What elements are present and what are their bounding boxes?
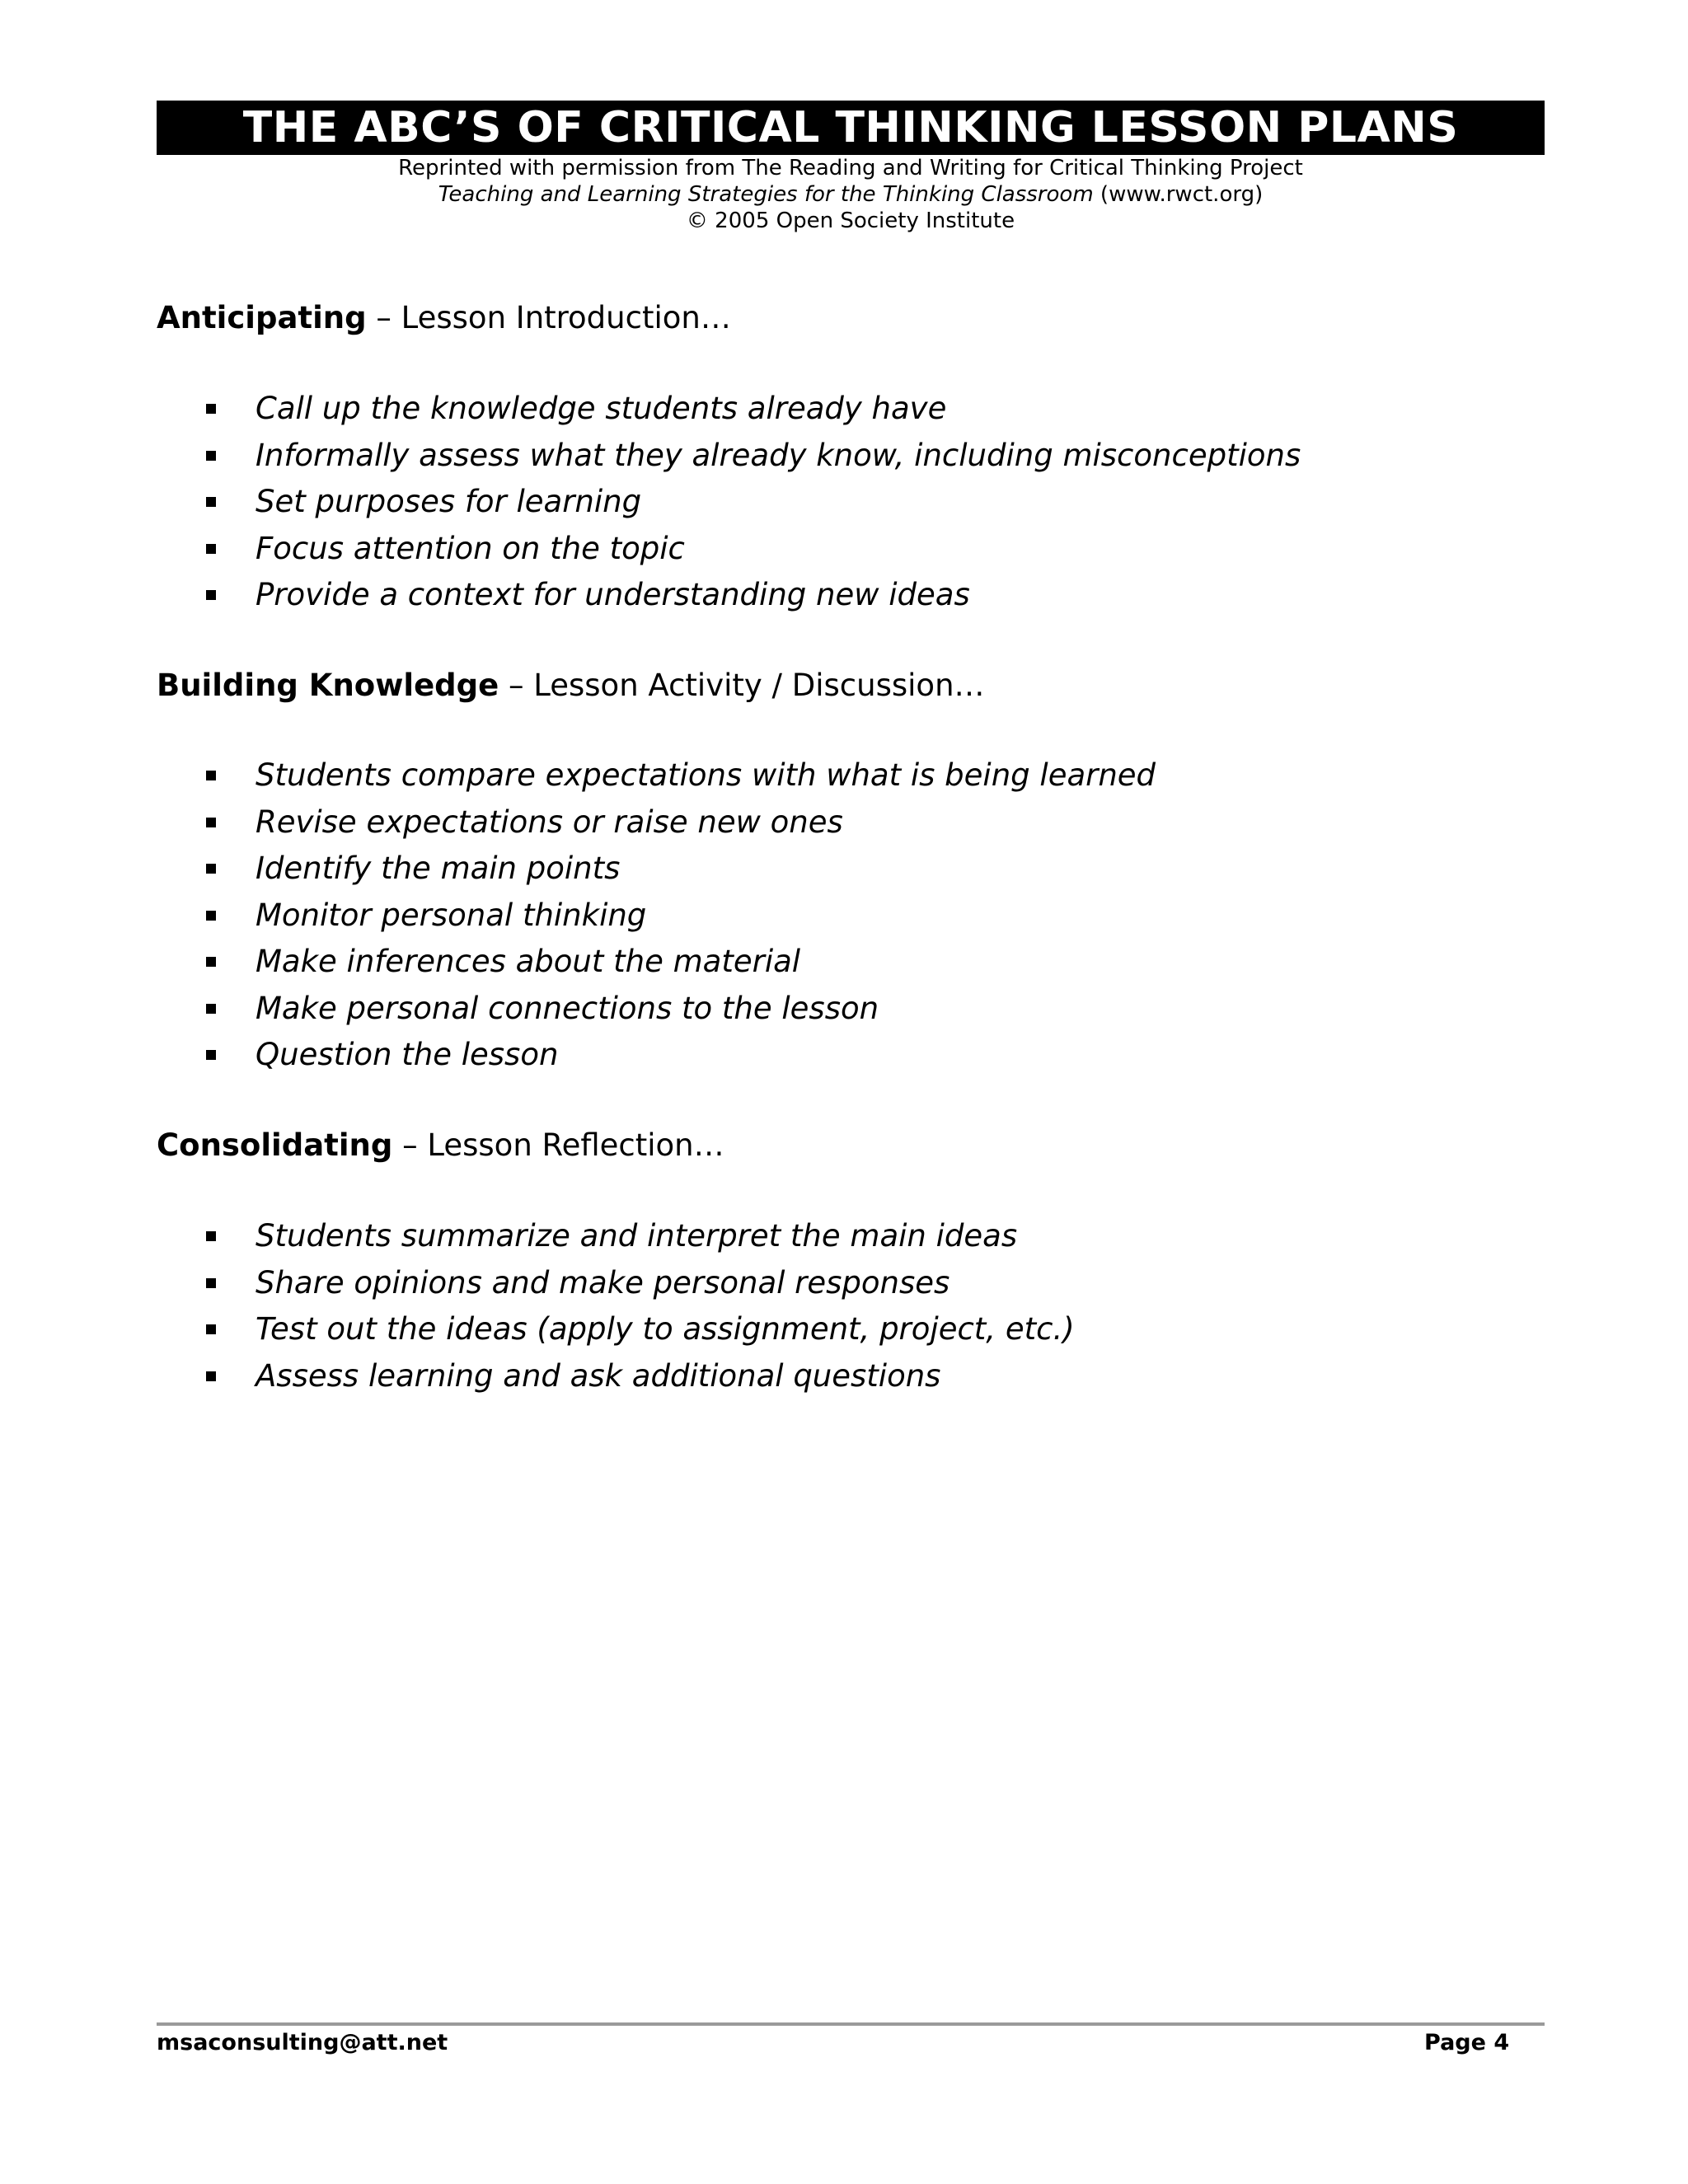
section-heading-anticipating [157,299,731,337]
square-bullet-icon [206,590,216,600]
square-bullet-icon [206,1371,216,1381]
source-url: (www.rwct.org) [1093,182,1264,207]
document-page: THE ABC’S OF CRITICAL THINKING LESSON PLANS Reprinted with permission from The Reading and Writing for Critical Thinking Project Teaching and Learning Strategies for the Thinking Classroom (www.rwct.org) © 2005 Open Society Institute Anticipating – Lesson Introduction… Call up the knowledge students already have Informally assess what they already know, including misconceptions Set purposes for learning Focus attention on the topic Provide a context for understanding new ideas Building Knowledge – Lesson Activity / Discussion… Students compare expectations with what is being learned Revise expectations or raise new ones Identify the main points Monitor personal thinking Make inferences about the material Make personal connections to the lesson Question the lesson Consolidating – Lesson Reflection… Students summarize and interpret the main ideas Share opinions and make personal responses Test out the ideas (apply to assignment, project, etc.) Assess learning and ask additional questions msaconsulting@att.net Page 4 [0,0,1688,2184]
square-bullet-icon [206,1004,216,1014]
section-title: Consolidating [157,1127,393,1163]
square-bullet-icon [206,451,216,461]
footer-divider [157,2022,1545,2026]
document-title: THE ABC’S OF CRITICAL THINKING LESSON PLANS [157,101,1545,155]
square-bullet-icon [206,1278,216,1288]
square-bullet-icon [206,1231,216,1241]
square-bullet-icon [206,497,216,507]
reprint-notice: Reprinted with permission from The Reading and Writing for Critical Thinking Project [398,156,1303,180]
section-title: Anticipating [157,300,367,335]
section-heading-consolidating [157,1127,724,1165]
page-number: Page 4 [1424,2030,1510,2055]
section-subtitle: – Lesson Introduction… [366,300,731,335]
square-bullet-icon [206,544,216,554]
square-bullet-icon [206,404,216,414]
square-bullet-icon [206,911,216,921]
square-bullet-icon [206,1050,216,1060]
copyright-line: © 2005 Open Society Institute [686,209,1015,233]
square-bullet-icon [206,818,216,827]
section-subtitle: – Lesson Activity / Discussion… [499,668,985,703]
square-bullet-icon [206,1324,216,1334]
section-title: Building Knowledge [157,668,499,703]
source-line [157,181,1545,208]
square-bullet-icon [206,771,216,780]
source-title: Teaching and Learning Strategies for the Thinking Classroom [438,182,1094,207]
footer-email: msaconsulting@att.net [157,2030,448,2055]
square-bullet-icon [206,957,216,967]
section-subtitle: – Lesson Reflection… [392,1127,724,1163]
square-bullet-icon [206,864,216,874]
section-heading-building-knowledge [157,667,985,705]
